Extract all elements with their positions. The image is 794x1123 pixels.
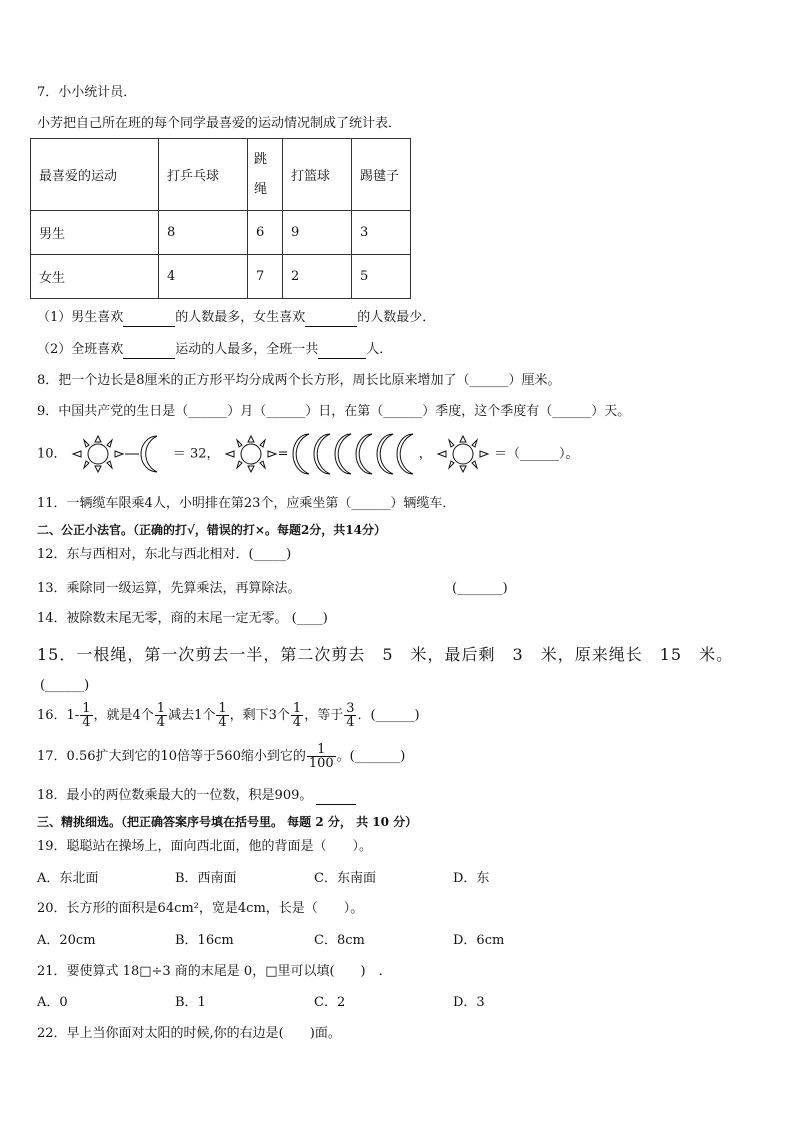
table-header-cell: 打乒乓球 [159, 139, 248, 211]
table-header-cell: 最喜爱的运动 [31, 139, 159, 211]
q7-sub2-text: （2）全班喜欢 [37, 342, 124, 357]
q10-separator: ， [418, 446, 432, 462]
q16-text: ，等于 [304, 708, 344, 723]
fraction [291, 702, 303, 729]
table-cell: 9 [283, 211, 352, 255]
denominator: 4 [82, 715, 91, 730]
answer-blank[interactable] [305, 312, 357, 327]
option-c[interactable]: C．2 [314, 995, 346, 1010]
option-c[interactable]: C．东南面 [314, 871, 376, 886]
option-a[interactable]: A．0 [37, 995, 68, 1010]
fraction [344, 702, 356, 729]
q16-text: ，就是4个 [93, 708, 154, 723]
denominator: 4 [292, 715, 302, 730]
numerator: 3 [346, 701, 355, 716]
sun-icon [224, 434, 278, 474]
moon-icon [289, 432, 415, 476]
q19: 19．聪聪站在操场上，面向西北面，他的背面是（ ）。 [37, 839, 373, 854]
q7-sub1-text: （1）男生喜欢 [37, 310, 124, 325]
fraction [307, 743, 336, 770]
q7-title: 7．小小统计员． [37, 85, 137, 100]
q10: 10． ＝ 32， = ， ＝（______）。 [37, 432, 579, 476]
numerator: 1 [307, 743, 336, 757]
numerator: 1 [292, 701, 302, 716]
q7-sub1-text: 的人数最多，女生喜欢 [175, 310, 306, 325]
option-a[interactable]: A．20cm [37, 933, 96, 948]
q17-text: 17．0.56扩大到它的10倍等于560缩小到它的 [37, 749, 306, 764]
option-d[interactable]: D．3 [453, 995, 485, 1010]
moon-icon [125, 434, 169, 474]
q7-intro: 小芳把自己所在班的每个同学最喜爱的运动情况制成了统计表． [37, 116, 402, 131]
q14: 14．被除数末尾无零，商的末尾一定无零。 (____) [37, 611, 328, 626]
stat-table [30, 138, 411, 299]
table-cell: 8 [159, 211, 248, 255]
table-cell: 男生 [31, 211, 159, 255]
q13-blank[interactable]: (_______) [452, 581, 508, 596]
table-header-cell: 跳绳 [248, 139, 283, 211]
q13-text: 13．乘除同一级运算，先算乘法，再算除法。 [37, 581, 301, 596]
q10-equation: ＝ 32， [172, 446, 220, 462]
q7-sub1 [37, 309, 435, 327]
option-c[interactable]: C．8cm [314, 933, 365, 948]
option-b[interactable]: B．西南面 [175, 871, 237, 886]
denominator: 4 [346, 715, 355, 730]
answer-blank[interactable] [318, 344, 366, 359]
q18 [37, 787, 356, 805]
q15-line1: 15．一根绳，第一次剪去一半，第二次剪去 5 米，最后剩 3 米，原来绳长 15 米。 [37, 645, 734, 664]
q16-text: ．(______) [357, 708, 420, 723]
q20: 20．长方形的面积是64cm²，宽是4cm，长是（ ）。 [37, 901, 364, 916]
sun-icon [436, 434, 490, 474]
table-row [31, 211, 411, 255]
section-3-heading: 三、精挑细选。（把正确答案序号填在括号里。 每题 2 分， 共 10 分） [37, 815, 418, 829]
table-header-row [31, 139, 411, 211]
answer-blank[interactable] [123, 344, 175, 359]
q10-number: 10． [37, 446, 67, 462]
table-cell: 4 [159, 255, 248, 299]
denominator: 100 [308, 756, 334, 771]
numerator: 1 [156, 701, 166, 716]
table-cell: 3 [352, 211, 411, 255]
q22: 22．早上当你面对太阳的时候,你的右边是( )面。 [37, 1026, 341, 1041]
q16-text: ，剩下3个 [229, 708, 290, 723]
answer-blank[interactable] [316, 790, 356, 805]
q7-sub2-text: 人． [366, 342, 393, 357]
table-cell: 5 [352, 255, 411, 299]
q18-text: 18．最小的两位数乘最大的一位数，积是909。 [37, 788, 313, 803]
q7-sub2 [37, 341, 392, 359]
option-d[interactable]: D．东 [453, 871, 490, 886]
option-a[interactable]: A．东北面 [37, 871, 99, 886]
fraction [155, 702, 167, 729]
table-cell: 6 [248, 211, 283, 255]
q7-sub1-text: 的人数最少． [357, 310, 436, 325]
table-row [31, 255, 411, 299]
denominator: 4 [156, 715, 166, 730]
q12: 12．东与西相对，东北与西北相对．(_____) [37, 547, 292, 562]
numerator: 1 [218, 701, 227, 716]
denominator: 4 [218, 715, 227, 730]
table-cell: 2 [283, 255, 352, 299]
q15-line2: (______) [40, 678, 90, 693]
q10-equation: ＝（______）。 [494, 446, 579, 462]
q13 [37, 580, 301, 598]
table-cell: 7 [248, 255, 283, 299]
q16-text: 减去1个 [168, 708, 216, 723]
q16 [37, 700, 420, 734]
q16-text: 16．1- [37, 708, 80, 723]
numerator: 1 [82, 701, 91, 716]
q8: 8．把一个边长是8厘米的正方形平均分成两个长方形，周长比原来增加了（______）厘米。 [37, 373, 561, 388]
table-header-cell: 打篮球 [283, 139, 352, 211]
q11: 11．一辆缆车限乘4人，小明排在第23个，应乘坐第（______）辆缆车． [37, 496, 456, 511]
fraction [216, 702, 228, 729]
option-d[interactable]: D．6cm [453, 933, 505, 948]
section-2-heading: 二、公正小法官。（正确的打√，错误的打×。每题2分，共14分） [37, 523, 386, 537]
fraction [80, 702, 92, 729]
option-b[interactable]: B．1 [175, 995, 206, 1010]
table-cell: 女生 [31, 255, 159, 299]
q21: 21．要使算式 18□÷3 商的末尾是 0，□里可以填( ) ． [37, 964, 392, 979]
answer-blank[interactable] [123, 312, 175, 327]
q17 [37, 740, 405, 776]
q9: 9．中国共产党的生日是（______）月（______）日，在第（______）季度，这个季度有（______）天。 [37, 404, 631, 419]
table-header-cell: 踢毽子 [352, 139, 411, 211]
q17-text: 。(_______) [336, 749, 406, 764]
q7-sub2-text: 运动的人最多，全班一共 [175, 342, 319, 357]
option-b[interactable]: B．16cm [175, 933, 234, 948]
sun-icon [71, 434, 125, 474]
